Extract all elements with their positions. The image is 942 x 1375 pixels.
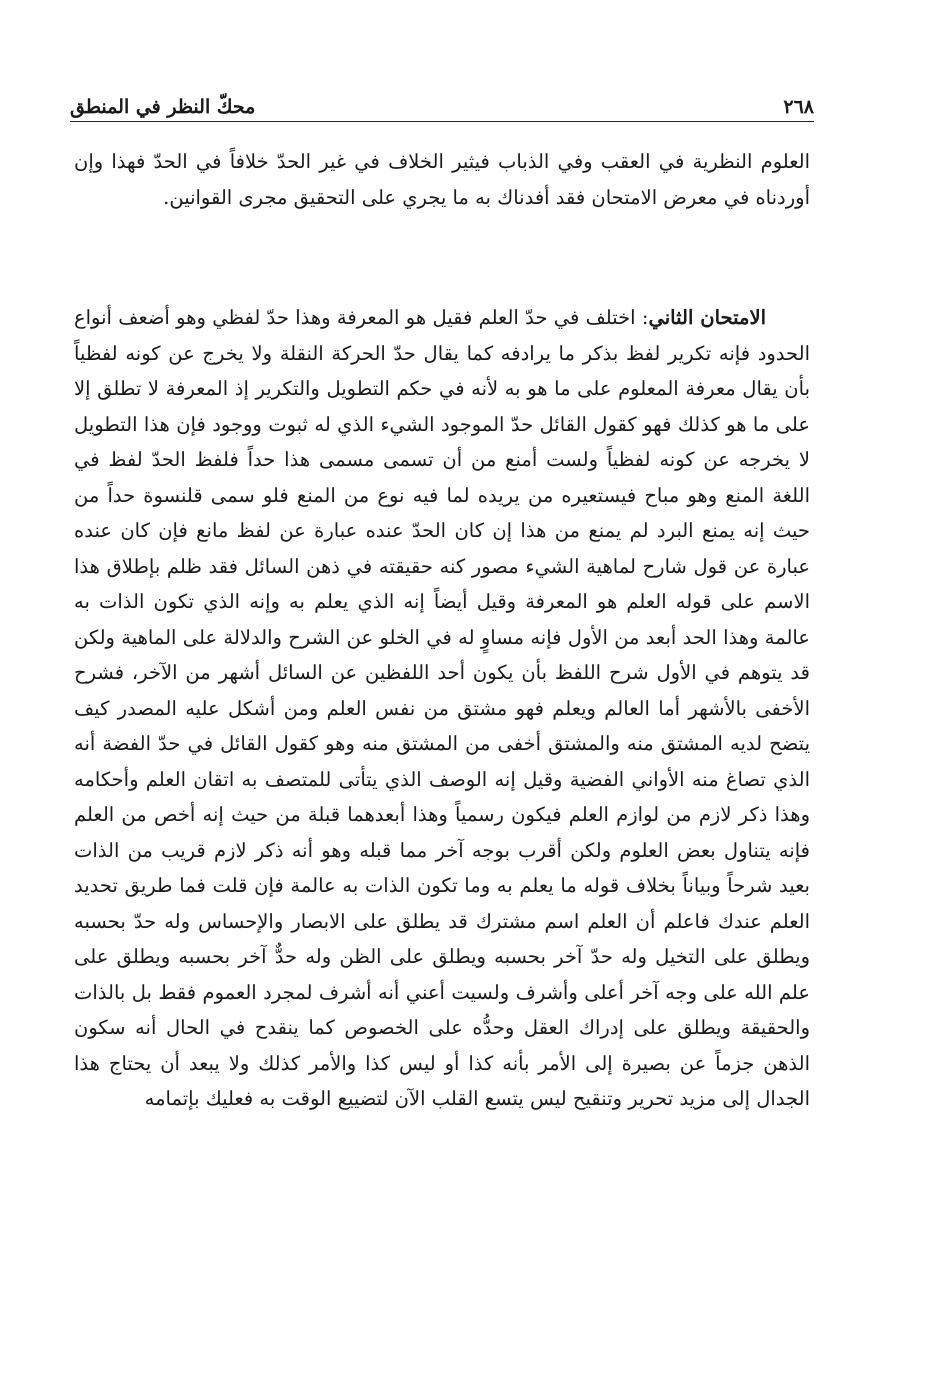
header-rule <box>70 121 814 122</box>
book-title: محكّ النظر في المنطق <box>70 96 256 118</box>
section-lead-heading: الامتحان الثاني <box>648 306 766 329</box>
paragraph-1: العلوم النظرية في العقب وفي الذباب فيثير الخلاف في غير الحدّ خلافاً في الحدّ فهذا وإن أوردناه في معرض الامتحان فقد أفدناك به ما يجري على التحقيق مجرى القوانين. <box>74 150 810 209</box>
paragraph-2-text: اختلف في حدّ العلم فقيل هو المعرفة وهذا حدّ لفظي وهو أضعف أنواع الحدود فإنه تكرير لفظ بذكر ما يرادفه كما يقال حدّ الحركة النقلة ولا يخرج عن كونه لفظياً بأن يقال معرفة المعلوم على ما هو به لأنه في حكم التطويل والتكرير إذ المعرفة لا تطلق إلا على ما هو كذلك فهو كقول القائل حدّ الموجود الشيء الذي له ثبوت ووجود فإن هذا التطويل لا يخرجه عن كونه لفظياً ولست أمنع من أن تسمى مسمى هذا حداً فلفظ الحدّ لفظ في اللغة المنع وهو مباح فيستعيره من يريده لما فيه نوع من المنع فلو سمى قلنسوة حداً من حيث إنه يمنع البرد لم يمنع من هذا إن كان الحدّ عنده عبارة عن لفظ مانع فإن كان عنده عبارة عن قول شارح لماهية الشيء مصور كنه حقيقته في ذهن السائل فقد ظلم بإطلاق هذا الاسم على قوله العلم هو المعرفة وقيل أيضاً إنه الذي يعلم به وإنه الذي تكون الذات به عالمة وهذا الحد أبعد من الأول فإنه مساوٍ له في الخلو عن الشرح والدلالة على الماهية ولكن قد يتوهم في الأول شرح اللفظ بأن يكون أحد اللفظين عن السائل أشهر من الآخر، فشرح الأخفى بالأشهر أما العالم ويعلم فهو مشتق من نفس العلم ومن أشكل عليه المصدر كيف يتضح لديه المشتق منه والمشتق أخفى من المشتق منه وهو كقول القائل في حدّ الفضة أنه الذي تصاغ منه الأواني الفضية وقيل إنه الوصف الذي يتأتى للمتصف به اتقان العلم وأحكامه وهذا ذكر لازم من لوازم العلم فيكون رسمياً وهذا أبعدهما قبلة من حيث إنه أخص من العلم فإنه يتناول بعض العلوم ولكن أقرب بوجه آخر مما قبله وهو أنه ذكر لازم قريب من الذات بعيد شرحاً وبياناً بخلاف قوله ما يعلم به وما تكون الذات به عالمة فإن قلت فما طريق تحديد العلم عندك فاعلم أن العلم اسم مشترك قد يطلق على الابصار والإحساس وله حدّ بحسبه ويطلق على التخيل وله حدّ آخر بحسبه ويطلق على الظن وله حدٌّ آخر بحسبه ويطلق على علم الله على وجه آخر أعلى وأشرف ولسيت أعني أنه أشرف لمجرد العموم فقط بل بالذات والحقيقة ويطلق على إدراك العقل وحدُّه على الخصوص كما ينقدح في الحال أنه سكون الذهن جزماً عن بصيرة إلى الأمر بأنه كذا أو ليس كذا والأمر كذلك ولا يبعد أن يحتاج هذا الجدال إلى مزيد تحرير وتنقيح ليس يتسع القلب الآن لتضييع الوقت به فعليك بإتمامه <box>74 306 810 1110</box>
running-header <box>70 84 814 118</box>
lead-separator: : <box>635 306 649 329</box>
paragraph-2 <box>74 300 810 1300</box>
page-number: ٢٦٨ <box>783 96 814 118</box>
